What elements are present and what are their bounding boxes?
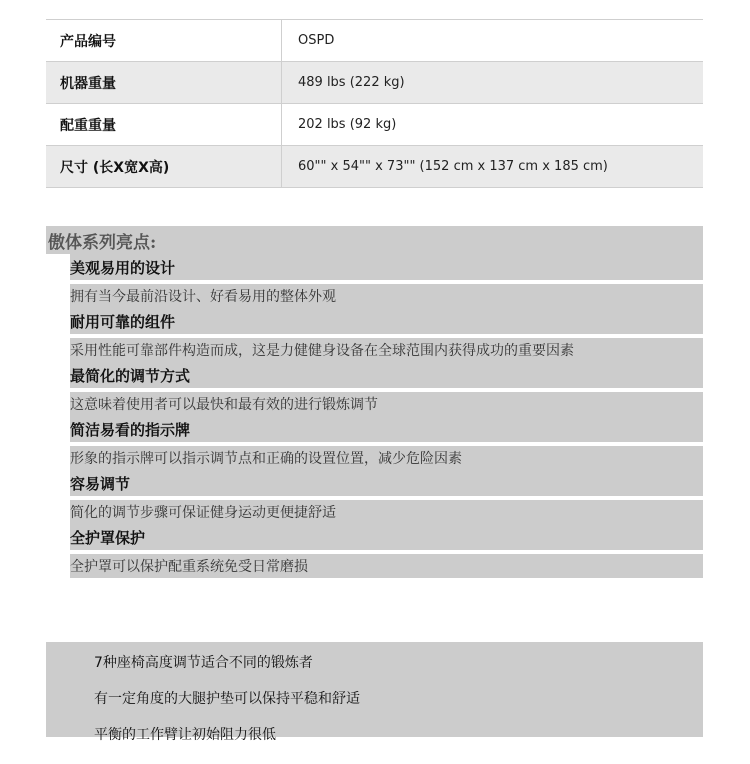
spec-label: 配重重量 xyxy=(46,104,282,145)
spec-value: 489 lbs (222 kg) xyxy=(298,75,405,90)
spec-label: 尺寸 (长X宽X高) xyxy=(46,146,282,187)
highlight-heading: 耐用可靠的组件 xyxy=(70,308,703,334)
spec-label: 机器重量 xyxy=(46,62,282,103)
feature-list xyxy=(46,642,703,743)
highlight-text: 全护罩可以保护配重系统免受日常磨损 xyxy=(70,554,703,578)
highlight-heading: 全护罩保护 xyxy=(70,524,703,550)
highlight-heading: 最简化的调节方式 xyxy=(70,362,703,388)
highlight-heading: 容易调节 xyxy=(70,470,703,496)
highlight-text: 这意味着使用者可以最快和最有效的进行锻炼调节 xyxy=(70,392,703,416)
highlight-text: 采用性能可靠部件构造而成，这是力健健身设备在全球范围内获得成功的重要因素 xyxy=(70,338,703,362)
feature-item: 有一定角度的大腿护垫可以保持平稳和舒适 xyxy=(94,691,360,707)
feature-item: 7种座椅高度调节适合不同的锻炼者 xyxy=(94,655,313,671)
highlights-section xyxy=(46,226,703,578)
spec-label: 产品编号 xyxy=(46,20,282,61)
spec-row xyxy=(46,20,703,62)
spec-row xyxy=(46,104,703,146)
highlight-text: 形象的指示牌可以指示调节点和正确的设置位置，减少危险因素 xyxy=(70,446,703,470)
spec-row xyxy=(46,62,703,104)
highlight-heading: 简洁易看的指示牌 xyxy=(70,416,703,442)
spec-row xyxy=(46,146,703,188)
highlight-text: 拥有当今最前沿设计、好看易用的整体外观 xyxy=(70,284,703,308)
spec-table xyxy=(46,19,703,188)
spec-value: 60"" x 54"" x 73"" (152 cm x 137 cm x 185 cm) xyxy=(298,159,608,174)
feature-item: 平衡的工作臂让初始阻力很低 xyxy=(94,727,276,743)
highlights-title: 傲体系列亮点: xyxy=(46,226,703,254)
spec-value: OSPD xyxy=(298,33,335,48)
highlight-heading: 美观易用的设计 xyxy=(70,254,703,280)
spec-value: 202 lbs (92 kg) xyxy=(298,117,397,132)
highlight-text: 简化的调节步骤可保证健身运动更便捷舒适 xyxy=(70,500,703,524)
